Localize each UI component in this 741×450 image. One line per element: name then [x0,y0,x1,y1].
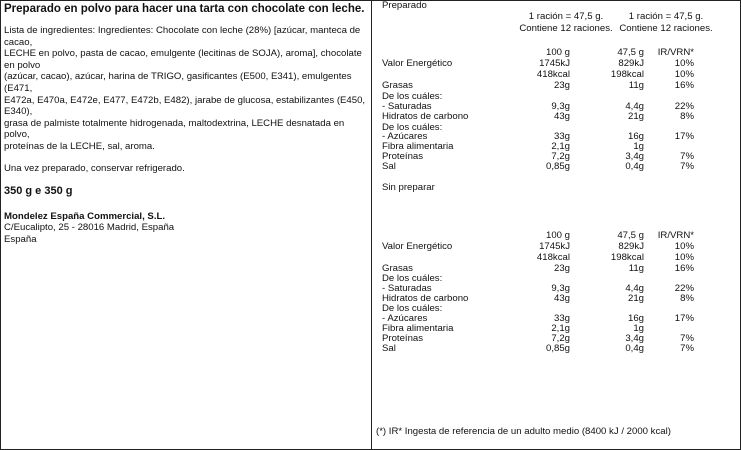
header-per-portion: 47,5 g [617,230,644,241]
portion-count: Contiene 12 raciones. [519,22,613,34]
value-per-portion: 829kJ [618,241,644,252]
company-name: Mondelez España Commercial, S.L. [4,210,166,222]
value-per-100g: 0,85g [545,161,570,172]
value-ir: 22% [674,101,694,112]
ingredients-line: E472a, E470a, E472e, E477, E472b, E482), jarabe de glucosa, estabilizantes (E450, E340), [4,94,366,118]
value-ir: 17% [674,313,694,324]
value-ir: 7% [680,151,694,162]
value-per-portion: 829kJ [618,58,644,69]
value-per-portion: 11g [628,80,644,91]
ingredients-list [4,25,366,153]
footnote: (*) IR* Ingesta de referencia de un adulto medio (8400 kJ / 2000 kcal) [376,426,671,437]
value-ir: 8% [680,111,694,122]
value-per-portion: 3,4g [625,151,644,162]
portion-info-2 [616,11,716,34]
header-ir: IR/VRN* [657,230,694,241]
nutrient-label: Fibra alimentaria [382,141,454,152]
value-per-100g: 23g [553,80,570,91]
value-per-100g: 7,2g [551,333,570,344]
nutrient-label: Hidratos de carbono [382,111,469,122]
value-ir: 22% [674,283,694,294]
value-per-100g: 2,1g [551,323,570,334]
value-per-portion: 0,4g [625,161,644,172]
value-per-portion: 21g [627,111,644,122]
value-ir: 10% [674,58,694,69]
value-per-100g: 2,1g [551,141,570,152]
value-ir: 7% [680,333,694,344]
value-per-portion: 3,4g [625,333,644,344]
value-ir: 17% [674,131,694,142]
net-weight: 350 g e 350 g [4,185,73,198]
nutrient-label: - Azúcares [382,313,428,324]
value-per-100g: 43g [553,293,570,304]
value-per-portion: 1g [633,323,644,334]
ingredients-line: proteínas de la LECHE, sal, aroma. [4,140,155,152]
portion-count: Contiene 12 raciones. [619,22,713,34]
value-per-100g: 418kcal [536,252,570,263]
value-per-100g: 23g [553,263,570,274]
nutrient-label: De los cuáles: [382,91,443,102]
nutrient-label: Valor Energético [382,241,453,252]
value-per-portion: 16g [627,131,644,142]
value-per-100g: 418kcal [536,69,570,80]
value-ir: 10% [674,241,694,252]
header-per-portion: 47,5 g [617,47,644,58]
nutrient-label: Valor Energético [382,58,453,69]
nutrient-label: - Azúcares [382,131,428,142]
value-per-portion: 1g [633,141,644,152]
nutrient-label: Sal [382,161,396,172]
product-title: Preparado en polvo para hacer una tarta con chocolate con leche. [4,3,365,15]
nutrient-label: Grasas [382,263,413,274]
value-per-portion: 0,4g [625,343,644,354]
value-per-100g: 1745kJ [539,241,570,252]
value-per-100g: 33g [553,313,570,324]
value-ir: 10% [674,252,694,263]
company-address: C/Eucalipto, 25 - 28016 Madrid, España [4,222,175,234]
value-per-100g: 9,3g [551,283,570,294]
ingredients-line: grasa de palmiste totalmente hidrogenada, maltodextrina, LECHE desnatada en polvo, [4,117,345,141]
value-per-portion: 198kcal [610,69,644,80]
nutrient-label: De los cuáles: [382,303,443,314]
value-ir: 16% [674,263,694,274]
nutrient-label: Hidratos de carbono [382,293,469,304]
nutrient-label: - Saturadas [382,101,432,112]
value-per-100g: 43g [553,111,570,122]
header-ir: IR/VRN* [657,47,694,58]
portion-size: 1 ración = 47,5 g. [628,11,704,22]
storage-instructions: Una vez preparado, conservar refrigerado. [4,162,185,174]
section-unprepared-title: Sin preparar [382,182,435,193]
value-per-100g: 0,85g [545,343,570,354]
value-per-portion: 198kcal [610,252,644,263]
company-country: España [4,233,37,245]
value-ir: 16% [674,80,694,91]
nutrient-label: Sal [382,343,396,354]
value-ir: 7% [680,343,694,354]
value-per-portion: 4,4g [625,283,644,294]
header-per-100g: 100 g [545,230,570,241]
value-per-portion: 11g [628,263,644,274]
value-per-portion: 4,4g [625,101,644,112]
value-ir: 8% [680,293,694,304]
value-per-portion: 21g [627,293,644,304]
value-per-100g: 9,3g [551,101,570,112]
header-per-100g: 100 g [545,47,570,58]
value-per-100g: 7,2g [551,151,570,162]
nutrient-label: - Saturadas [382,283,432,294]
product-info [4,3,366,246]
nutrient-label: Proteínas [382,333,424,344]
value-ir: 7% [680,161,694,172]
nutrient-label: Grasas [382,80,413,91]
ingredients-line: Lista de ingredientes: Ingredientes: Chocolate con leche (28%) [azúcar, manteca de cacao, [4,25,361,48]
portion-info-1 [516,11,616,34]
nutrient-label: De los cuáles: [382,122,443,133]
value-per-100g: 33g [553,131,570,142]
portion-size: 1 ración = 47,5 g. [528,11,604,22]
nutrient-label: Proteínas [382,151,424,162]
nutrient-label: Fibra alimentaria [382,323,454,334]
column-divider [371,0,372,450]
nutrient-label: De los cuáles: [382,273,443,284]
ingredients-line: (azúcar, cacao), azúcar, harina de TRIGO, gasificantes (E500, E341), emulgentes (E471, [4,71,352,94]
ingredients-line: LECHE en polvo, pasta de cacao, emulgente (lecitinas de SOJA), aroma], chocolate en polvo [4,48,362,71]
value-per-portion: 16g [627,313,644,324]
value-per-100g: 1745kJ [539,58,570,69]
value-ir: 10% [674,69,694,80]
section-prepared-title: Preparado [382,0,427,11]
